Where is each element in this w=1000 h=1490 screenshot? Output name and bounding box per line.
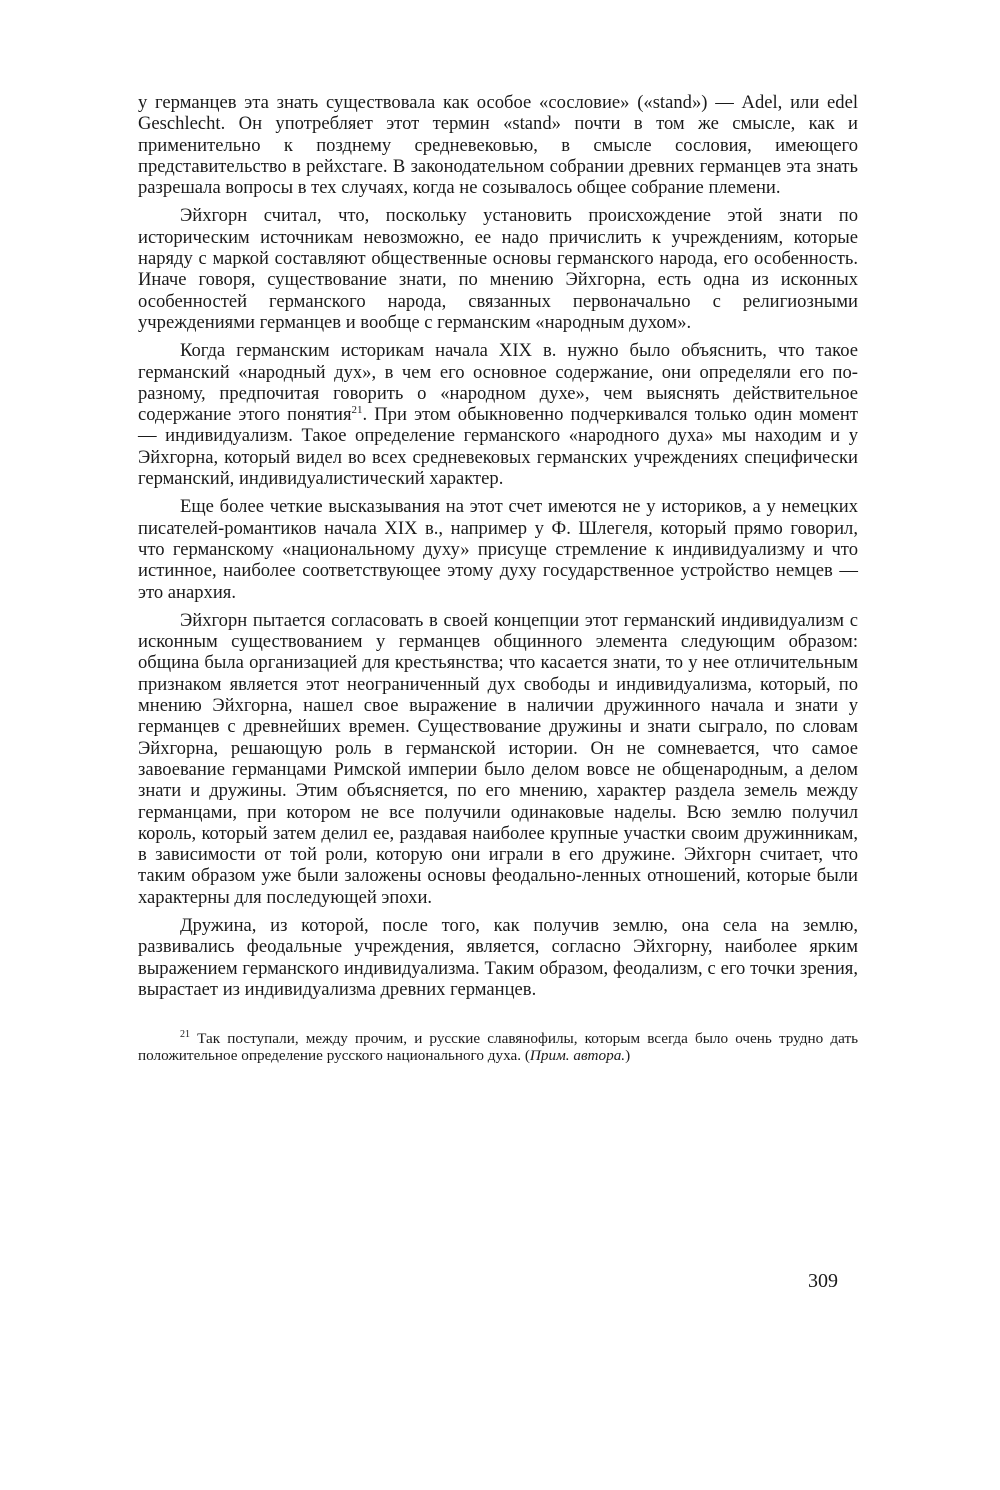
page-content bbox=[138, 92, 858, 1065]
paragraph-5: Эйхгорн пытается согласовать в своей концепции этот германский индивидуализм с исконным существованием у германцев общинного элемента следующим образом: община была организацией для крестьянства; что касается знати, то у нее отличительным признаком является этот неограниченный дух свободы и индивидуализма, который, по мнению Эйхгорна, нашел свое выражение в наличии дружинного начала и знати у германцев с древнейших времен. Существование дружины и знати сыграло, по словам Эйхгорна, решающую роль в германской истории. Он не сомневается, что самое завоевание германцами Римской империи было делом вовсе не общенародным, а делом знати и дружины. Этим объясняется, по его мнению, характер раздела земель между германцами, при котором не все получили одинаковые наделы. Всю землю получил король, который затем делил ее, раздавая наиболее крупные участки своим дружинникам, в зависимости от той роли, которую они играли в его дружине. Эйхгорн считает, что таким образом уже были заложены основы феодально-ленных отношений, которые были характерны для последующей эпохи. bbox=[138, 609, 858, 908]
footnote-text: Так поступали, между прочим, и русские славянофилы, которым всегда было очень трудно дать положительное определение русского национального духа. ( bbox=[138, 1030, 859, 1065]
paragraph-4: Еще более четкие высказывания на этот счет имеются не у историков, а у немецких писателей-романтиков начала XIX в., например у Ф. Шлегеля, который прямо говорил, что германскому «национальному духу» присуще стремление к индивидуализму и что истинное, наиболее соответствующее этому духу государственное устройство немцев — это анархия. bbox=[138, 496, 858, 603]
footnote bbox=[138, 1030, 858, 1064]
paragraph-3-text-a: Когда германским историкам начала XIX в. нужно было объяснить, что такое германский «народный дух», в чем его основное содержание, они определяли его по-разному, предпочитая говорить о «народном духе», чем выяснять действительное содержание этого понятия bbox=[138, 340, 858, 426]
page-number: 309 bbox=[808, 1270, 838, 1292]
body-text bbox=[138, 92, 858, 1000]
paragraph-2: Эйхгорн считал, что, поскольку установить происхождение этой знати по историческим источникам невозможно, ее надо причислить к учреждениям, которые наряду с маркой составляют общественные основы германского народа, его особенность. Иначе говоря, существование знати, по мнению Эйхгорна, есть одна из исконных особенностей германского народа, связанных первоначально с религиозными учреждениями германцев и вообще с германским «народным духом». bbox=[138, 205, 858, 333]
footnote-mark: 21 bbox=[180, 1029, 190, 1041]
paragraph-3-text-b: . При этом обыкновенно подчеркивался только один момент — индивидуализм. Такое определение германского «народного духа» мы находим и у Эйхгорна, который видел во всех средневековых германских учреждениях специфически германский, индивидуалистический характер. bbox=[138, 404, 858, 490]
footnote-reference[interactable]: 21 bbox=[351, 403, 363, 416]
paragraph-3 bbox=[138, 340, 858, 489]
paragraph-6: Дружина, из которой, после того, как получив землю, она села на землю, развивались феодальные учреждения, является, согласно Эйхгорну, наиболее ярким выражением германского индивидуализма. Таким образом, феодализм, с его точки зрения, вырастает из индивидуализма древних германцев. bbox=[138, 914, 858, 1000]
paragraph-1: у германцев эта знать существовала как особое «сословие» («stand») — Adel, или edel Geschlecht. Он употребляет этот термин «stand» почти в том же смысле, как и применительно к позднему средневековью, в смысле сословия, имеющего представительство в рейхстаге. В законодательном собрании древних германцев эта знать разрешала вопросы в тех случаях, когда не созывалось общее собрание племени. bbox=[138, 92, 858, 199]
footnote-close: ) bbox=[625, 1047, 631, 1065]
footnote-author-note: Прим. автора. bbox=[529, 1047, 626, 1065]
